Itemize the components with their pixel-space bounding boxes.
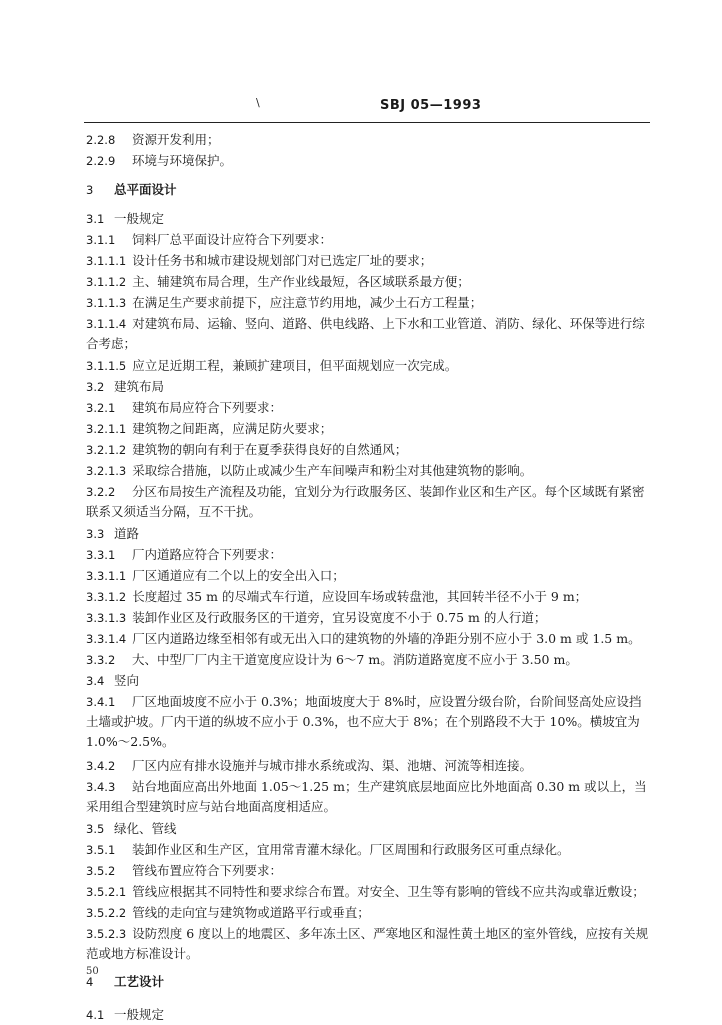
section-4-heading: 4 工艺设计	[86, 974, 165, 989]
clause-3-5-2-1: 3.5.2.1 管线应根据其不同特性和要求综合布置。对安全、卫生等有影响的管线不应共沟或靠近敷设；	[86, 884, 645, 899]
clause-3-3-2: 3.3.2 大、中型厂厂内主干道宽度应设计为 6～7 m。消防道路宽度不应小于 3.50 m。	[86, 652, 578, 667]
clause-3-2-1-2: 3.2.1.2 建筑物的朝向有利于在夏季获得良好的自然通风；	[86, 442, 408, 457]
subsection-3-3: 3.3 道路	[86, 526, 140, 541]
clause-3-5-2-2: 3.5.2.2 管线的走向宜与建筑物或道路平行或垂直；	[86, 905, 370, 920]
page-number: 50	[86, 966, 99, 977]
clause-3-4-2: 3.4.2 厂区内应有排水设施并与城市排水系统或沟、渠、池塘、河流等相连接。	[86, 758, 533, 773]
clause-3-2-1-1: 3.2.1.1 建筑物之间距离，应满足防火要求；	[86, 421, 333, 436]
clause-2-2-9: 2.2.9 环境与环境保护。	[86, 153, 233, 168]
clause-3-3-1-2: 3.3.1.2 长度超过 35 m 的尽端式车行道，应设回车场或转盘池，其回转半径不小于 9 m；	[86, 589, 588, 604]
clause-3-3-1-4: 3.3.1.4 厂区内道路边缘至相邻有或无出入口的建筑物的外墙的净距分别不应小于 3.0 m 或 1.5 m。	[86, 631, 641, 646]
clause-3-2-2: 3.2.2 分区布局按生产流程及功能，宜划分为行政服务区、装卸作业区和生产区。每个区域既有紧密联系又须适当分隔，互不干扰。	[86, 484, 645, 519]
subsection-4-1: 4.1 一般规定	[86, 1007, 165, 1022]
clause-3-1-1-4: 3.1.1.4 对建筑布局、运输、竖向、道路、供电线路、上下水和工业管道、消防、绿化、环保等进行综合考虑；	[86, 316, 645, 351]
clause-3-2-1-3: 3.2.1.3 采取综合措施，以防止或减少生产车间噪声和粉尘对其他建筑物的影响。	[86, 463, 533, 478]
clause-3-5-1: 3.5.1 装卸作业区和生产区，宜用常青灌木绿化。厂区周围和行政服务区可重点绿化。	[86, 842, 570, 857]
clause-2-2-8: 2.2.8 资源开发利用；	[86, 132, 220, 147]
clause-3-3-1: 3.3.1 厂内道路应符合下列要求：	[86, 547, 283, 562]
clause-3-5-2-3: 3.5.2.3 设防烈度 6 度以上的地震区、多年冻土区、严寒地区和湿性黄土地区的室外管线，应按有关规范或地方标准设计。	[86, 926, 649, 961]
page-header	[84, 92, 650, 123]
subsection-3-4: 3.4 竖向	[86, 673, 140, 688]
subsection-3-2: 3.2 建筑布局	[86, 379, 165, 394]
clause-3-4-3: 3.4.3 站台地面应高出外地面 1.05～1.25 m；生产建筑底层地面应比外地面高 0.30 m 或以上，当采用组合型建筑时应与站台地面高度相适应。	[86, 779, 647, 814]
subsection-3-5: 3.5 绿化、管线	[86, 821, 177, 836]
clause-3-1-1: 3.1.1 饲料厂总平面设计应符合下列要求：	[86, 232, 333, 247]
subsection-3-1: 3.1 一般规定	[86, 211, 165, 226]
section-3-heading: 3 总平面设计	[86, 182, 177, 197]
header-mark: \	[256, 96, 260, 109]
clause-3-1-1-3: 3.1.1.3 在满足生产要求前提下，应注意节约用地，减少土石方工程量；	[86, 295, 483, 310]
clause-3-3-1-3: 3.3.1.3 装卸作业区及行政服务区的干道旁，宜另设宽度不小于 0.75 m 的人行道；	[86, 610, 547, 625]
clause-3-1-1-1: 3.1.1.1 设计任务书和城市建设规划部门对已选定厂址的要求；	[86, 253, 433, 268]
clause-3-2-1: 3.2.1 建筑布局应符合下列要求：	[86, 400, 283, 415]
standard-code: SBJ 05—1993	[380, 98, 482, 113]
clause-3-1-1-2: 3.1.1.2 主、辅建筑布局合理，生产作业线最短，各区域联系最方便；	[86, 274, 470, 289]
clause-3-3-1-1: 3.3.1.1 厂区通道应有二个以上的安全出入口；	[86, 568, 345, 583]
clause-3-5-2: 3.5.2 管线布置应符合下列要求：	[86, 863, 283, 878]
clause-3-4-1: 3.4.1 厂区地面坡度不应小于 0.3%；地面坡度大于 8%时，应设置分级台阶，台阶间竖高处应设挡土墙或护坡。厂内干道的纵坡不应小于 0.3%，也不应大于 8%；在个别路段不大于 10%。横坡宜为 1.0%～2.5%。	[86, 694, 642, 749]
clause-3-1-1-5: 3.1.1.5 应立足近期工程，兼顾扩建项目，但平面规划应一次完成。	[86, 358, 458, 373]
